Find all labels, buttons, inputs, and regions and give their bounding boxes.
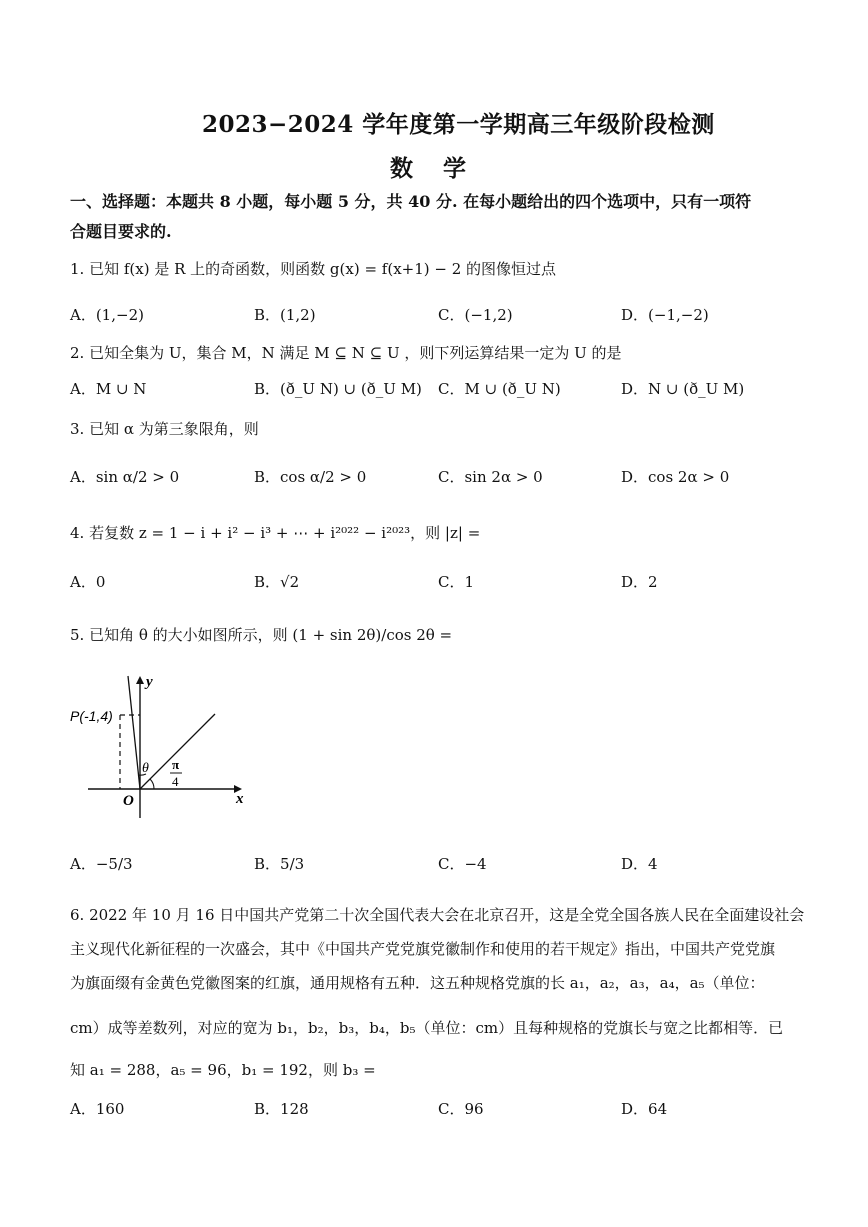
q1-option-b: B．(1,2)	[254, 306, 316, 324]
question-6-line-5: 知 a₁ = 288，a₅ = 96，b₁ = 192，则 b₃ =	[70, 1061, 376, 1079]
y-axis-arrow	[136, 676, 144, 684]
q4-option-b: B．√2	[254, 573, 300, 591]
q6-option-d: D．64	[621, 1100, 668, 1118]
x-axis-label: x	[236, 791, 244, 807]
q1-option-c: C．(−1,2)	[438, 306, 513, 324]
pi4-arc	[150, 779, 154, 789]
question-6-line-1: 6. 2022 年 10 月 16 日中国共产党第二十次全国代表大会在北京召开，这是全党全国各族人民在全面建设社会	[70, 906, 805, 924]
q2-option-b: B．(ð_U N) ∪ (ð_U M)	[254, 380, 422, 398]
theta-label: θ	[142, 761, 149, 776]
q3-option-a: A．sin α/2 > 0	[70, 468, 180, 486]
q3-option-b: B．cos α/2 > 0	[254, 468, 367, 486]
q5-option-c: C．−4	[438, 855, 487, 873]
q1-option-a: A．(1,−2)	[70, 306, 144, 324]
q6-option-c: C．96	[438, 1100, 484, 1118]
q4-option-a: A．0	[70, 573, 106, 591]
q5-option-b: B．5/3	[254, 855, 305, 873]
q5-option-a: A．−5/3	[70, 855, 133, 873]
question-4-stem: 4. 若复数 z = 1 − i + i² − i³ + ⋯ + i²⁰²² − i²⁰²³，则 |z| =	[70, 524, 481, 542]
q6-option-b: B．128	[254, 1100, 309, 1118]
question-2-stem: 2. 已知全集为 U，集合 M，N 满足 M ⊆ N ⊆ U ，则下列运算结果一定为 U 的是	[70, 344, 622, 362]
question-3-stem: 3. 已知 α 为第三象限角，则	[70, 420, 259, 438]
question-6-line-3: 为旗面缀有金黄色党徽图案的红旗，通用规格有五种．这五种规格党旗的长 a₁，a₂，a₃，a₄，a₅（单位：	[70, 974, 765, 992]
q2-option-a: A．M ∪ N	[70, 380, 147, 398]
question-6-line-4: cm）成等差数列，对应的宽为 b₁，b₂，b₃，b₄，b₅（单位：cm）且每种规格的党旗长与宽之比都相等．已	[70, 1019, 784, 1037]
point-p-label: P(-1,4)	[70, 708, 113, 724]
y-axis-label: y	[146, 674, 153, 690]
question-6-line-2: 主义现代化新征程的一次盛会，其中《中国共产党党旗党徽制作和使用的若干规定》指出，中国共产党党旗	[70, 940, 776, 958]
q4-option-c: C．1	[438, 573, 475, 591]
four-label: 4	[172, 774, 179, 789]
section-heading-line1: 一、选择题：本题共 8 小题，每小题 5 分，共 40 分. 在每小题给出的四个选项中，只有一项符	[70, 192, 752, 211]
section-heading-line2: 合题目要求的.	[70, 222, 172, 241]
page-title: 2023−2024 学年度第一学期高三年级阶段检测	[202, 111, 715, 138]
pi-label: π	[172, 757, 180, 772]
q6-option-a: A．160	[70, 1100, 125, 1118]
subject-title: 数学	[390, 155, 496, 182]
q2-option-d: D．N ∪ (ð_U M)	[621, 380, 745, 398]
origin-label: O	[123, 793, 134, 809]
q2-option-c: C．M ∪ (ð_U N)	[438, 380, 561, 398]
q4-option-d: D．2	[621, 573, 658, 591]
question-5-stem: 5. 已知角 θ 的大小如图所示，则 (1 + sin 2θ)/cos 2θ =	[70, 626, 453, 644]
q1-option-d: D．(−1,−2)	[621, 306, 709, 324]
angle-figure	[60, 668, 280, 828]
q3-option-d: D．cos 2α > 0	[621, 468, 730, 486]
question-1-stem: 1. 已知 f(x) 是 R 上的奇函数，则函数 g(x) = f(x+1) − 2 的图像恒过点	[70, 260, 557, 278]
q3-option-c: C．sin 2α > 0	[438, 468, 543, 486]
q5-option-d: D．4	[621, 855, 658, 873]
terminal-side-p	[128, 676, 140, 789]
